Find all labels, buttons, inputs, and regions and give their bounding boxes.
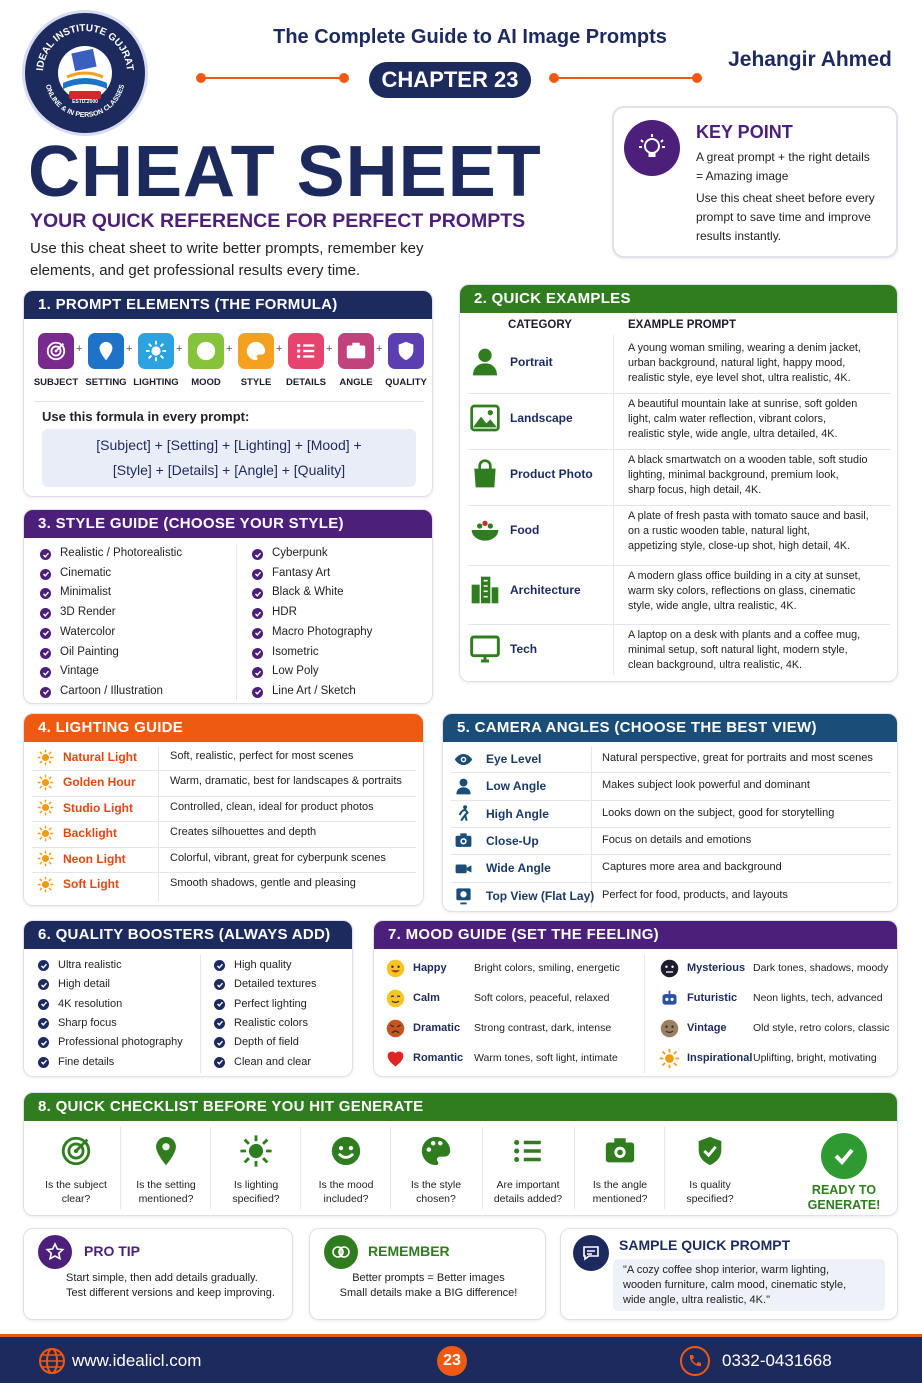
chapter-line-left	[200, 77, 345, 79]
check-icon	[38, 1018, 49, 1029]
camera-title: 5. CAMERA ANGLES (CHOOSE THE BEST VIEW)	[443, 714, 897, 742]
lighting-desc: Creates silhouettes and depth	[170, 826, 317, 839]
check-icon	[214, 1057, 225, 1068]
lighting-name: Soft Light	[63, 877, 119, 891]
example-prompt-line: A black smartwatch on a wooden table, soft studio	[628, 454, 868, 466]
food-bowl-icon	[468, 513, 502, 547]
camera-angle-name: Top View (Flat Lay)	[486, 888, 595, 903]
mood-desc: Strong contrast, dark, intense	[474, 1022, 612, 1034]
style-option: Cyberpunk	[272, 547, 328, 559]
example-prompt-line: warm sky colors, reflections on glass, cinematic	[628, 585, 856, 597]
style-option: Cinematic	[60, 566, 112, 579]
example-prompt-line: minimal setup, soft natural light, modern style,	[628, 644, 848, 656]
globe-icon	[38, 1347, 66, 1375]
key-point-line-1: A great prompt + the right details	[696, 150, 870, 164]
quality-booster: Perfect lighting	[234, 997, 307, 1010]
example-prompt-line: A beautiful mountain lake at sunrise, soft golden	[628, 398, 858, 410]
checklist-card	[23, 1092, 898, 1216]
quality-booster: 4K resolution	[58, 997, 123, 1010]
sun-icon	[36, 748, 54, 766]
quick-examples-title: 2. QUICK EXAMPLES	[460, 285, 897, 313]
camera-angle-name: Close-Up	[486, 833, 539, 848]
check-icon	[252, 687, 263, 698]
example-category: Product Photo	[510, 467, 593, 481]
checklist-question-2: specified?	[686, 1193, 734, 1205]
example-prompt-line: appetizing style, close-up shot, high detail, 4K.	[628, 540, 851, 552]
example-prompt-line: A young woman smiling, wearing a denim jacket,	[628, 342, 861, 354]
lighting-desc: Warm, dramatic, best for landscapes & portraits	[170, 775, 402, 788]
element-setting	[85, 333, 127, 388]
running-person-icon	[453, 804, 473, 824]
mood-divider	[644, 955, 645, 1073]
style-option: Black & White	[272, 586, 344, 599]
mood-desc: Neon lights, tech, advanced	[753, 992, 883, 1004]
checklist-question-2: mentioned?	[592, 1193, 648, 1205]
person-icon	[468, 345, 502, 379]
remember-line-1: Better prompts = Better images	[352, 1272, 505, 1284]
mood-name: Futuristic	[687, 992, 738, 1004]
quality-booster: Fine details	[58, 1055, 115, 1068]
key-point-card	[612, 106, 898, 258]
check-icon	[38, 979, 49, 990]
check-icon	[252, 588, 263, 599]
quality-card	[23, 920, 353, 1077]
lighting-title: 4. LIGHTING GUIDE	[24, 714, 423, 742]
shield-check-icon	[692, 1133, 728, 1169]
top-view-camera-icon	[453, 886, 473, 906]
prompt-elements-icons	[24, 333, 434, 393]
example-prompt-line: sharp focus, high detail, 4K.	[628, 484, 762, 496]
target-icon	[38, 333, 74, 369]
mood-name: Dramatic	[413, 1022, 461, 1034]
camera-angle-name: Wide Angle	[486, 861, 551, 876]
calm-face-icon	[384, 987, 406, 1009]
mood-name: Mysterious	[687, 962, 746, 974]
quality-booster: Ultra realistic	[58, 959, 122, 971]
element-label: SUBJECT	[33, 377, 79, 388]
element-label: DETAILS	[286, 377, 326, 388]
pro-tip-line-1: Start simple, then add details gradually.	[66, 1272, 258, 1284]
camera-angle-name: High Angle	[486, 806, 549, 821]
col-example-header: EXAMPLE PROMPT	[628, 319, 736, 331]
lighting-col-divider	[158, 746, 159, 902]
camera-icon	[338, 333, 374, 369]
example-category: Food	[510, 523, 540, 537]
style-option: 3D Render	[60, 606, 116, 619]
lighting-desc: Smooth shadows, gentle and pleasing	[170, 877, 356, 889]
lighting-desc: Colorful, vibrant, great for cyberpunk scenes	[170, 851, 386, 864]
plus-sign: +	[376, 343, 383, 355]
plus-sign: +	[276, 343, 283, 355]
palette-icon	[238, 333, 274, 369]
sample-line-1: "A cozy coffee shop interior, warm lighting,	[623, 1264, 830, 1276]
buildings-icon	[468, 573, 502, 607]
style-option: Oil Painting	[60, 645, 119, 658]
checklist-question-1: Is the mood	[318, 1179, 374, 1191]
key-point-line-3: Use this cheat sheet before every	[696, 191, 875, 205]
quality-booster: Detailed textures	[234, 978, 317, 991]
guide-title: The Complete Guide to AI Image Prompts	[273, 26, 667, 48]
chapter-dot-left	[196, 73, 206, 83]
style-guide-card	[23, 509, 433, 704]
check-icon	[252, 648, 263, 659]
chapter-line-right	[553, 77, 698, 79]
element-label: LIGHTING	[133, 377, 179, 388]
example-prompt-line: realistic style, eye level shot, ultra realistic, 4K.	[628, 372, 851, 384]
ready-check-icon	[821, 1133, 867, 1179]
happy-face-icon	[384, 957, 406, 979]
mood-card	[373, 920, 898, 1077]
example-category: Architecture	[510, 583, 581, 597]
formula-box	[42, 429, 416, 487]
mood-desc: Old style, retro colors, classic	[753, 1022, 890, 1034]
check-icon	[40, 588, 51, 599]
location-pin-icon	[88, 333, 124, 369]
element-style	[238, 333, 274, 388]
smiley-icon	[188, 333, 224, 369]
quality-title: 6. QUALITY BOOSTERS (ALWAYS ADD)	[24, 921, 352, 949]
checklist-question-1: Is the style	[410, 1179, 462, 1191]
row-divider	[468, 449, 890, 450]
example-prompt-line: clean background, ultra realistic, 4K.	[628, 659, 803, 671]
element-label: SETTING	[85, 377, 127, 388]
chapter-dot-right-2	[692, 73, 702, 83]
person-icon	[453, 776, 473, 796]
row-divider	[468, 505, 890, 506]
checklist-question-2: specified?	[232, 1193, 280, 1205]
style-option: Vintage	[60, 665, 99, 678]
sun-icon	[36, 850, 54, 868]
list-icon	[288, 333, 324, 369]
sun-icon	[36, 773, 54, 791]
check-icon	[40, 608, 51, 619]
col-category-header: CATEGORY	[508, 319, 572, 331]
plus-sign: +	[226, 343, 233, 355]
svg-text:IDEAL INSTITUTE GUJRAT: IDEAL INSTITUTE GUJRAT	[35, 22, 136, 72]
row-divider	[451, 854, 891, 855]
row-divider	[32, 770, 416, 771]
style-option: Low Poly	[272, 665, 319, 678]
element-label: MOOD	[191, 377, 221, 388]
camera-angle-desc: Looks down on the subject, good for storytelling	[602, 806, 835, 819]
example-prompt-line: A plate of fresh pasta with tomato sauce and basil,	[628, 510, 869, 522]
camera-angle-desc: Makes subject look powerful and dominant	[602, 779, 810, 792]
checklist-question-2: chosen?	[416, 1193, 456, 1205]
quality-booster: High quality	[234, 959, 292, 971]
element-details	[286, 333, 326, 388]
mood-desc: Uplifting, bright, motivating	[753, 1052, 877, 1064]
check-icon	[252, 667, 263, 678]
hero-intro-1: Use this cheat sheet to write better prompts, remember key	[30, 240, 424, 257]
mood-desc: Bright colors, smiling, energetic	[474, 962, 620, 974]
checklist-question-2: included?	[323, 1193, 369, 1205]
quality-booster: Clean and clear	[234, 1055, 312, 1068]
hero-subtitle: YOUR QUICK REFERENCE FOR PERFECT PROMPTS	[30, 210, 526, 232]
camera-angle-name: Eye Level	[486, 752, 542, 766]
footer	[0, 1334, 922, 1383]
pro-tip-card	[23, 1228, 293, 1320]
style-option: Fantasy Art	[272, 566, 331, 579]
formula-label: Use this formula in every prompt:	[42, 409, 250, 424]
logo	[22, 10, 148, 136]
sun-icon	[36, 875, 54, 893]
element-angle	[338, 333, 374, 388]
checklist-question-1: Is the setting	[136, 1179, 196, 1191]
example-prompt-line: A laptop on a desk with plants and a coffee mug,	[628, 629, 861, 641]
target-icon	[58, 1133, 94, 1169]
lightbulb-icon	[624, 120, 680, 176]
plus-sign: +	[76, 343, 83, 355]
check-icon	[40, 628, 51, 639]
lighting-name: Neon Light	[63, 851, 126, 866]
sun-icon	[658, 1047, 680, 1069]
vintage-face-icon	[658, 1017, 680, 1039]
quality-divider	[200, 955, 201, 1073]
mood-desc: Dark tones, shadows, moody	[753, 962, 889, 974]
check-icon	[40, 667, 51, 678]
checklist-title: 8. QUICK CHECKLIST BEFORE YOU HIT GENERATE	[24, 1093, 897, 1121]
prompt-elements-title: 1. PROMPT ELEMENTS (THE FORMULA)	[24, 291, 432, 319]
check-icon	[40, 549, 51, 560]
ready-line-1: READY TO	[811, 1183, 877, 1197]
camera-angle-desc: Focus on details and emotions	[602, 833, 752, 846]
mood-desc: Soft colors, peaceful, relaxed	[474, 992, 610, 1004]
sample-prompt-box	[613, 1259, 885, 1311]
example-category: Portrait	[510, 355, 553, 369]
style-guide-divider	[236, 544, 237, 700]
sun-icon	[238, 1133, 274, 1169]
check-icon	[38, 960, 49, 971]
mood-name: Inspirational	[687, 1052, 753, 1064]
check-icon	[38, 1057, 49, 1068]
checklist-question-1: Are important	[496, 1179, 560, 1191]
brain-icon	[324, 1235, 358, 1269]
sample-line-2: wooden furniture, calm mood, cinematic style,	[623, 1279, 847, 1291]
lighting-name: Backlight	[63, 826, 118, 841]
element-label: STYLE	[240, 377, 272, 388]
hero-title: CHEAT SHEET	[28, 132, 542, 212]
sample-line-3: wide angle, ultra realistic, 4K."	[623, 1294, 770, 1306]
example-prompt-line: lighting, minimal background, premium look,	[628, 469, 839, 481]
plus-sign: +	[126, 343, 133, 355]
check-icon	[40, 648, 51, 659]
element-lighting	[133, 333, 179, 388]
prompt-elements-divider	[34, 401, 424, 402]
example-prompt-line: urban background, natural light, happy mood,	[628, 357, 846, 369]
phone-icon	[680, 1346, 710, 1376]
row-divider	[451, 827, 891, 828]
mood-name: Calm	[413, 992, 440, 1004]
quality-booster: High detail	[58, 978, 110, 991]
camera-angle-desc: Captures more area and background	[602, 861, 782, 874]
mood-desc: Warm tones, soft light, intimate	[474, 1052, 618, 1064]
footer-website[interactable]: www.idealicl.com	[72, 1351, 202, 1370]
quality-booster: Professional photography	[58, 1036, 183, 1049]
svg-text:ONLINE & IN PERSON CLASSES: ONLINE & IN PERSON CLASSES	[43, 83, 127, 120]
style-option: Minimalist	[60, 586, 112, 599]
footer-phone[interactable]: 0332-0431668	[722, 1351, 832, 1370]
location-pin-icon	[148, 1133, 184, 1169]
check-icon	[38, 1037, 49, 1048]
sun-icon	[36, 824, 54, 842]
chapter-dot-left-2	[339, 73, 349, 83]
row-divider	[451, 882, 891, 883]
style-option: Line Art / Sketch	[272, 684, 356, 697]
camera-angle-desc: Natural perspective, great for portraits and most scenes	[602, 752, 873, 764]
landscape-icon	[468, 401, 502, 435]
camera-icon	[453, 831, 473, 851]
checklist-question-1: Is the angle	[592, 1179, 648, 1191]
lighting-name: Natural Light	[63, 750, 137, 764]
shield-check-icon	[388, 333, 424, 369]
check-icon	[252, 569, 263, 580]
example-prompt-line: light, calm water reflection, vibrant colors,	[628, 413, 827, 425]
hero-intro-2: elements, and get professional results every time.	[30, 262, 361, 279]
check-icon	[252, 628, 263, 639]
video-camera-icon	[453, 858, 473, 878]
chapter-badge: CHAPTER 23	[369, 62, 531, 98]
row-divider	[468, 565, 890, 566]
eye-icon	[453, 749, 473, 769]
sample-prompt-title: SAMPLE QUICK PROMPT	[619, 1237, 791, 1253]
plus-sign: +	[326, 343, 333, 355]
camera-angle-name: Low Angle	[486, 779, 547, 794]
check-icon	[214, 1018, 225, 1029]
mood-title: 7. MOOD GUIDE (SET THE FEELING)	[374, 921, 897, 949]
example-category: Landscape	[510, 411, 573, 425]
camera-card	[442, 713, 898, 912]
palette-icon	[418, 1133, 454, 1169]
camera-icon	[602, 1133, 638, 1169]
ready-line-2: GENERATE!	[807, 1198, 881, 1212]
checklist-question-2: details added?	[493, 1193, 563, 1205]
check-icon	[252, 549, 263, 560]
checklist-question-1: Is the subject	[45, 1179, 107, 1191]
example-prompt-line: on a rustic wooden table, natural light,	[628, 525, 810, 537]
example-prompt-line: realistic style, wide angle, ultra detailed, 4K.	[628, 428, 838, 440]
style-option: Realistic / Photorealistic	[60, 547, 183, 559]
element-label: QUALITY	[385, 377, 427, 388]
row-divider	[468, 624, 890, 625]
star-icon	[38, 1235, 72, 1269]
smiley-icon	[328, 1133, 364, 1169]
element-mood	[188, 333, 224, 388]
style-option: Cartoon / Illustration	[60, 684, 163, 697]
check-icon	[40, 569, 51, 580]
example-category: Tech	[510, 642, 538, 656]
sun-icon	[36, 799, 54, 817]
check-icon	[38, 999, 49, 1010]
checklist-question-2: mentioned?	[138, 1193, 194, 1205]
lighting-name: Golden Hour	[63, 775, 136, 790]
style-option: Isometric	[272, 645, 319, 658]
check-icon	[214, 960, 225, 971]
lighting-desc: Soft, realistic, perfect for most scenes	[170, 750, 354, 762]
lighting-name: Studio Light	[63, 800, 133, 815]
footer-page-number: 23	[437, 1346, 467, 1376]
mood-name: Happy	[413, 962, 447, 974]
pro-tip-title: PRO TIP	[84, 1243, 141, 1259]
element-quality	[385, 333, 427, 388]
monitor-icon	[468, 632, 502, 666]
element-subject	[33, 333, 79, 388]
remember-title: REMEMBER	[368, 1243, 450, 1259]
list-icon	[510, 1133, 546, 1169]
lighting-card	[23, 713, 424, 906]
remember-line-2: Small details make a BIG difference!	[339, 1287, 518, 1299]
pro-tip-line-2: Test different versions and keep improving.	[66, 1287, 275, 1299]
check-icon	[214, 1037, 225, 1048]
check-icon	[40, 687, 51, 698]
row-divider	[32, 821, 416, 822]
quality-booster: Sharp focus	[58, 1016, 117, 1029]
shopping-bag-icon	[468, 457, 502, 491]
chat-bubble-icon	[573, 1235, 609, 1271]
style-option: Watercolor	[60, 625, 116, 638]
mood-name: Romantic	[413, 1052, 464, 1064]
quick-examples-card	[459, 284, 898, 682]
row-divider	[451, 800, 891, 801]
row-divider	[32, 796, 416, 797]
logo-estd: ESTD.2000	[72, 99, 98, 105]
row-divider	[468, 393, 890, 394]
robot-icon	[658, 987, 680, 1009]
example-prompt-line: style, wide angle, ultra realistic, 4K.	[628, 600, 797, 612]
row-divider	[32, 872, 416, 873]
style-guide-title: 3. STYLE GUIDE (CHOOSE YOUR STYLE)	[24, 510, 432, 538]
author-name: Jehangir Ahmed	[728, 48, 892, 71]
style-option: HDR	[272, 606, 297, 619]
dramatic-face-icon	[384, 1017, 406, 1039]
check-icon	[252, 608, 263, 619]
style-option: Macro Photography	[272, 625, 373, 638]
check-icon	[214, 979, 225, 990]
key-point-line-4: prompt to save time and improve	[696, 210, 871, 224]
chapter-dot-right	[549, 73, 559, 83]
sample-prompt-card	[560, 1228, 898, 1320]
camera-angle-desc: Perfect for food, products, and layouts	[602, 888, 788, 901]
check-icon	[214, 999, 225, 1010]
checklist-question-1: Is lighting	[233, 1179, 279, 1191]
row-divider	[451, 772, 891, 773]
formula-line-1: [Subject] + [Setting] + [Lighting] + [Mood] +	[96, 437, 362, 453]
checklist-question-2: clear?	[61, 1193, 91, 1205]
remember-card	[309, 1228, 546, 1320]
plus-sign: +	[176, 343, 183, 355]
prompt-elements-card	[23, 290, 433, 497]
element-label: ANGLE	[339, 377, 373, 388]
mood-name: Vintage	[687, 1022, 727, 1034]
checklist-question-1: Is quality	[689, 1179, 731, 1191]
heart-icon	[384, 1047, 406, 1069]
key-point-title: KEY POINT	[696, 122, 793, 142]
key-point-line-5: results instantly.	[696, 229, 782, 243]
example-prompt-line: A modern glass office building in a city at sunset,	[628, 570, 861, 582]
quality-booster: Depth of field	[234, 1036, 299, 1049]
quality-booster: Realistic colors	[234, 1016, 308, 1029]
row-divider	[32, 847, 416, 848]
mysterious-face-icon	[658, 957, 680, 979]
formula-line-2: [Style] + [Details] + [Angle] + [Quality]	[112, 462, 346, 478]
key-point-line-2: = Amazing image	[696, 169, 789, 183]
lighting-desc: Controlled, clean, ideal for product photos	[170, 800, 374, 813]
sun-icon	[138, 333, 174, 369]
